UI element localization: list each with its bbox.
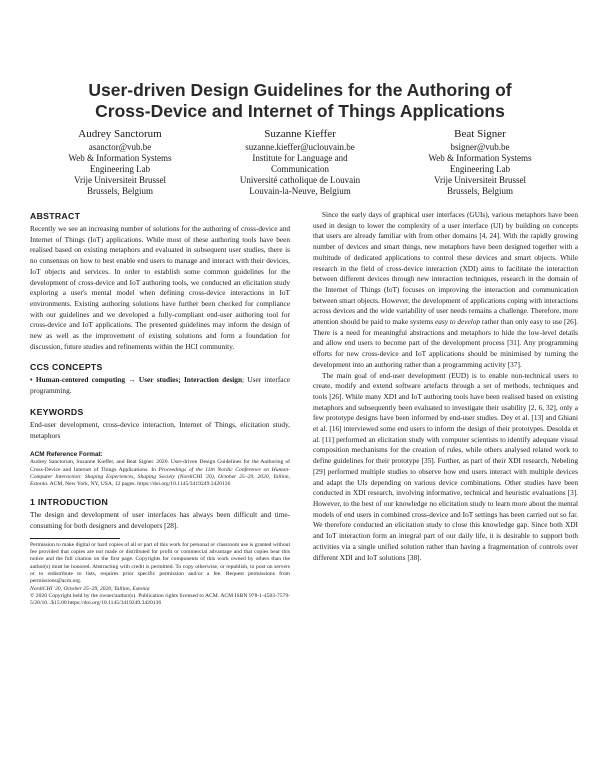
abstract-section [30,210,290,352]
reference-format-heading: ACM Reference Format: [30,451,103,459]
author-name: Suzanne Kieffer [264,128,336,140]
keywords-section [30,406,290,441]
author-institution: Université catholique de Louvain [239,175,361,185]
author-email: bsigner@vub.be [450,142,510,152]
intro-paragraph-2: The main goal of end-user development (EUD) is to enable non-technical users to create, modify and extend software artefacts through a set of methods, techniques and tools [26]. While many XDI and IoT authoring tools have been realised based on existing metaphors and subsequently been evaluated to investigate their usability [2, 6, 32], only a few prototype designs have been informed by end-user studies. Dey et al. [13] and Ghiani et al. [16] interviewed some end users to inform the design of their prototypes. Desolda et al. [11] performed an elicitation study with computer scientists to identify adequate visual composition mechanisms for the creation of rules, while others analysed related work to define guidelines for their prototype [35]. Further, as part of their XDI research, Nebeling [29] performed multiple studies to observe how end users interact with multiple devices and adapt the UIs depending on various device combinations. Other studies have been conducted in XDI research, involving informative, technical and heuristic evaluations [3]. However, to the best of our knowledge no elicitation study to learn more about the mental models of end users in combined cross-device and IoT settings has been carried out so far. We therefore conducted an elicitation study to close this knowledge gap. Since both XDI and IoT interaction form an integral part of our daily life, it is desirable to support both activities via a single unified solution rather than having a fragmentation of controls over different XDI and IoT solutions [38]. [313,370,578,562]
author-affiliation: Institute for Language and [252,153,348,163]
introduction-section [30,496,290,531]
reference-proceedings: Proceedings of the 11th Nordic Conference on Human-Computer Interaction: Shaping Experiences, Shaping Society (NordiCHI '20), October 25–29, 2020, Tallinn, Estonia. [30,466,291,488]
author-affiliation: Web & Information Systems [68,153,172,163]
intro-paragraph-1 [313,210,578,371]
introduction-text: The design and development of user interfaces has always been difficult and time-consuming for both designers and developers [28]. [30,510,290,531]
ccs-section [30,361,290,396]
ccs-heading: CCS CONCEPTS [30,362,103,373]
right-column [313,210,578,563]
author-affiliation: Engineering Lab [449,164,511,174]
author-location: Louvain-la-Neuve, Belgium [249,186,351,196]
paper-title [0,80,600,122]
author-location: Brussels, Belgium [446,186,513,196]
reference-format-text [30,459,290,488]
author-1 [30,127,210,197]
author-location: Brussels, Belgium [86,186,153,196]
author-name: Beat Signer [454,128,506,140]
author-institution: Vrije Universiteit Brussel [434,175,526,185]
ccs-text [30,375,290,396]
author-email: asanctor@vub.be [88,142,152,152]
keywords-heading: KEYWORDS [30,406,84,417]
author-block [30,127,570,197]
intro-p1-part-a: Since the early days of graphical user interfaces (GUIs), various metaphors have been used in design to lower the complexity of a user interface (UI) by building on concepts that users are already familiar with from other domains [4, 24]. With the rapidly growing number of devices and smart things, new metaphors have been designed together with a multitude of dedicated applications to control these devices and smart objects. While research in the field of cross-device interaction (XDI) aims to facilitate the interaction between different devices through new interaction techniques, research in the domain of the Internet of Things (IoT) focuses on improving the interaction and communication between smart objects. However, the development of applications coping with interactions across devices and the wide variability of user needs remains a challenge. Therefore, more attention should be paid to make systems [313,210,578,327]
abstract-heading: ABSTRACT [30,211,81,221]
ccs-concept-rest: ; User interface programming. [30,375,290,396]
intro-p1-part-b: rather than only easy to use [26]. There is a need for meaningful abstractions and metaphors to hide the low-level details and allow end users to become part of the development process [31]. Any programming efforts for new cross-device and IoT applications should be minimised by turning the development into an authoring rather than a programming activity [37]. [313,317,578,369]
left-column [30,210,290,608]
footnote-divider [30,538,120,539]
title-line-2: Cross-Device and Internet of Things Applications [95,101,505,121]
intro-p1-emphasis: easy to develop [435,317,481,327]
introduction-heading: 1 INTRODUCTION [30,497,109,508]
author-2 [210,127,390,197]
copyright-text: © 2020 Copyright held by the owner/author(s). Publication rights licensed to ACM. ACM ISBN 978-1-4503-7579-5/20/10...$15.00 https://doi.org/10.1145/3419249.3420136 [30,592,290,607]
author-affiliation: Web & Information Systems [428,153,532,163]
author-email: suzanne.kieffer@uclouvain.be [245,142,355,152]
abstract-text: Recently we see an increasing number of solutions for the authoring of cross-device and Internet of Things (IoT) applications. While most of these authoring tools have been realised based on existing metaphors and evaluated in subsequent user studies, there is no consensus on how to best enable end users to manage and interact with their devices, IoT objects and services. In order to establish some common guidelines for the development of cross-device and IoT authoring tools, we conducted an elicitation study exploring a user's mental model when defining cross-device interactions in IoT environments. Existing authoring solutions have further been checked for compliance with our guidelines and we developed a fully-compliant end-user authoring tool for cross-device and IoT applications. The presented guidelines may inform the design of new as well as the improvement of existing solutions and form a foundation for discussion, future studies and refinements within the HCI community. [30,224,290,351]
author-name: Audrey Sanctorum [78,128,162,140]
reference-part-2: ACM, New York, NY, USA, 12 pages. https://doi.org/10.1145/3419249.3420136 [48,481,231,488]
author-affiliation: Communication [271,164,329,174]
reference-part-1: Audrey Sanctorum, Suzanne Kieffer, and Beat Signer. 2020. User-driven Design Guidelines for the Authoring of Cross-Device and Internet of Things Applications. In [30,459,290,473]
keywords-text: End-user development, cross-device interaction, Internet of Things, elicitation study, metaphors [30,419,290,440]
author-affiliation: Engineering Lab [89,164,151,174]
venue-text: NordiCHI '20, October 25–29, 2020, Tallinn, Estonia [30,585,150,592]
permission-text: Permission to make digital or hard copies of all or part of this work for personal or classroom use is granted without fee provided that copies are not made or distributed for profit or commercial advantage and that copies bear this notice and the full citation on the first page. Copyrights for components of this work owned by others than the author(s) must be honored. Abstracting with credit is permitted. To copy otherwise, or republish, to post on servers or to redistribute to lists, requires prior specific permission and/or a fee. Request permissions from permissions@acm.org. [30,541,290,585]
permission-footnote [30,542,290,608]
ccs-concept-design: design [222,375,243,385]
author-institution: Vrije Universiteit Brussel [74,175,166,185]
author-3 [390,127,570,197]
title-line-1: User-driven Design Guidelines for the Authoring of [88,80,512,100]
ccs-concept-primary: • Human-centered computing → User studies; Interaction [30,375,219,385]
reference-format [30,450,290,488]
